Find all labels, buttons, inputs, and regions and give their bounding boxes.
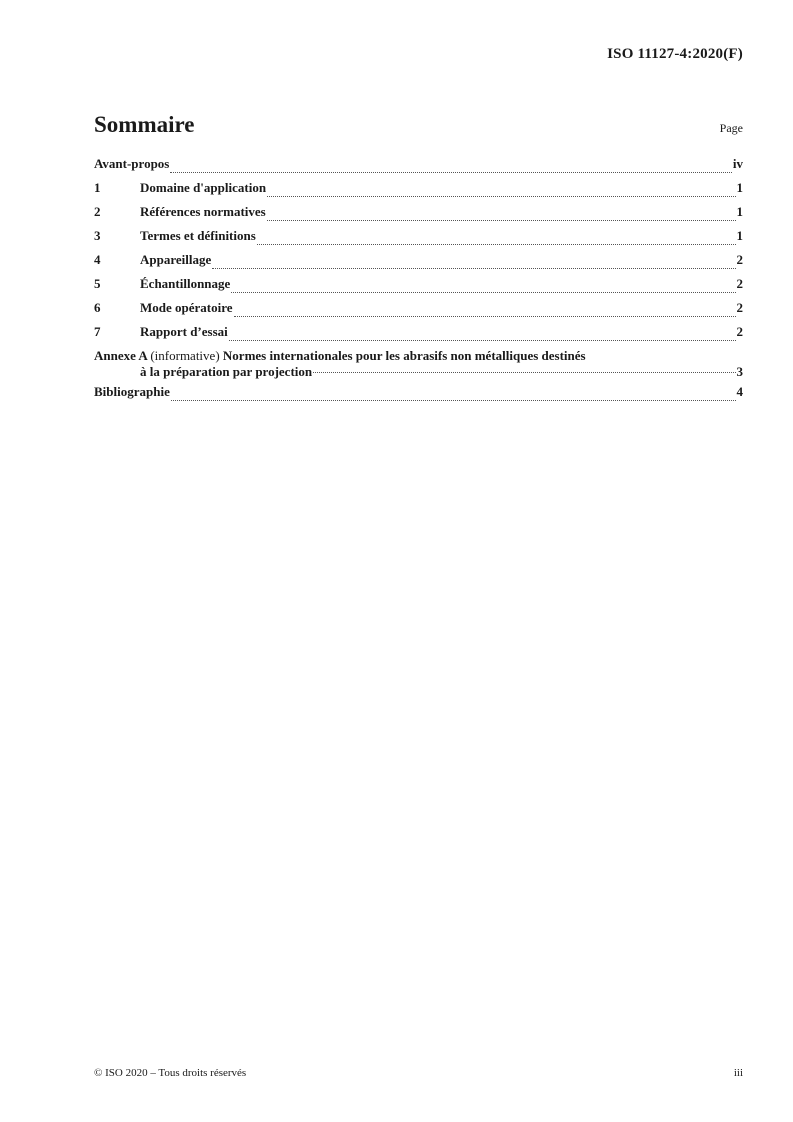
toc-entry-avant-propos[interactable] [94,156,743,180]
toc-entry-page: 2 [736,300,743,315]
toc-entry-page: 1 [736,204,743,219]
toc-entry-title: Rapport d’essai [140,324,228,339]
toc-list [94,156,743,408]
toc-entry-annex-a[interactable] [94,348,743,380]
annex-second-line [94,364,743,380]
toc-entry-7[interactable] [94,324,743,348]
dot-leader [229,340,736,341]
toc-entry-number: 3 [94,228,101,243]
dot-leader [257,244,736,245]
toc-entry-number: 1 [94,180,101,195]
toc-title: Sommaire [94,112,195,137]
toc-entry-title: Échantillonnage [140,276,231,291]
annex-label: Annexe A [94,348,148,363]
toc-entry-page: 2 [736,276,743,291]
toc-entry-number: 7 [94,324,101,339]
page-number: iii [733,1067,743,1079]
annex-first-line [94,348,743,364]
document-id: ISO 11127-4:2020(F) [607,46,743,62]
annex-qualifier: (informative) [150,348,220,363]
dot-leader [171,400,736,401]
toc-entry-page: 4 [736,384,743,399]
toc-entry-number: 6 [94,300,101,315]
toc-entry-page: 1 [736,180,743,195]
page-column-label: Page [719,121,743,135]
annex-title-line1: Normes internationales pour les abrasifs non métalliques destinés [222,348,586,363]
toc-entry-6[interactable] [94,300,743,324]
toc-entry-page: 2 [736,324,743,339]
toc-entry-bibliographie[interactable] [94,384,743,408]
toc-entry-page: 3 [736,364,743,379]
toc-header [94,112,743,138]
annex-title-line2: à la préparation par projection [140,364,313,379]
toc-entry-number: 5 [94,276,101,291]
toc-entry-title: Références normatives [140,204,266,219]
toc-entry-page: 1 [736,228,743,243]
dot-leader [234,316,736,317]
dot-leader [231,292,735,293]
toc-entry-number: 4 [94,252,101,267]
toc-entry-page: 2 [736,252,743,267]
page-footer [94,1067,743,1079]
toc-entry-title: Bibliographie [94,384,170,399]
copyright-notice: © ISO 2020 – Tous droits réservés [94,1067,247,1079]
toc-entry-title: Domaine d'application [140,180,267,195]
toc-entry-5[interactable] [94,276,743,300]
toc-entry-page: iv [732,156,743,171]
toc-entry-4[interactable] [94,252,743,276]
toc-entry-2[interactable] [94,204,743,228]
toc-entry-3[interactable] [94,228,743,252]
toc-entry-1[interactable] [94,180,743,204]
dot-leader [267,220,736,221]
toc-entry-title: Appareillage [140,252,212,267]
dot-leader [267,196,735,197]
dot-leader [170,172,732,173]
toc-entry-title: Mode opératoire [140,300,233,315]
toc-entry-title: Termes et définitions [140,228,256,243]
dot-leader [313,372,735,373]
toc-entry-number: 2 [94,204,101,219]
toc-entry-title: Avant-propos [94,156,170,171]
dot-leader [212,268,735,269]
